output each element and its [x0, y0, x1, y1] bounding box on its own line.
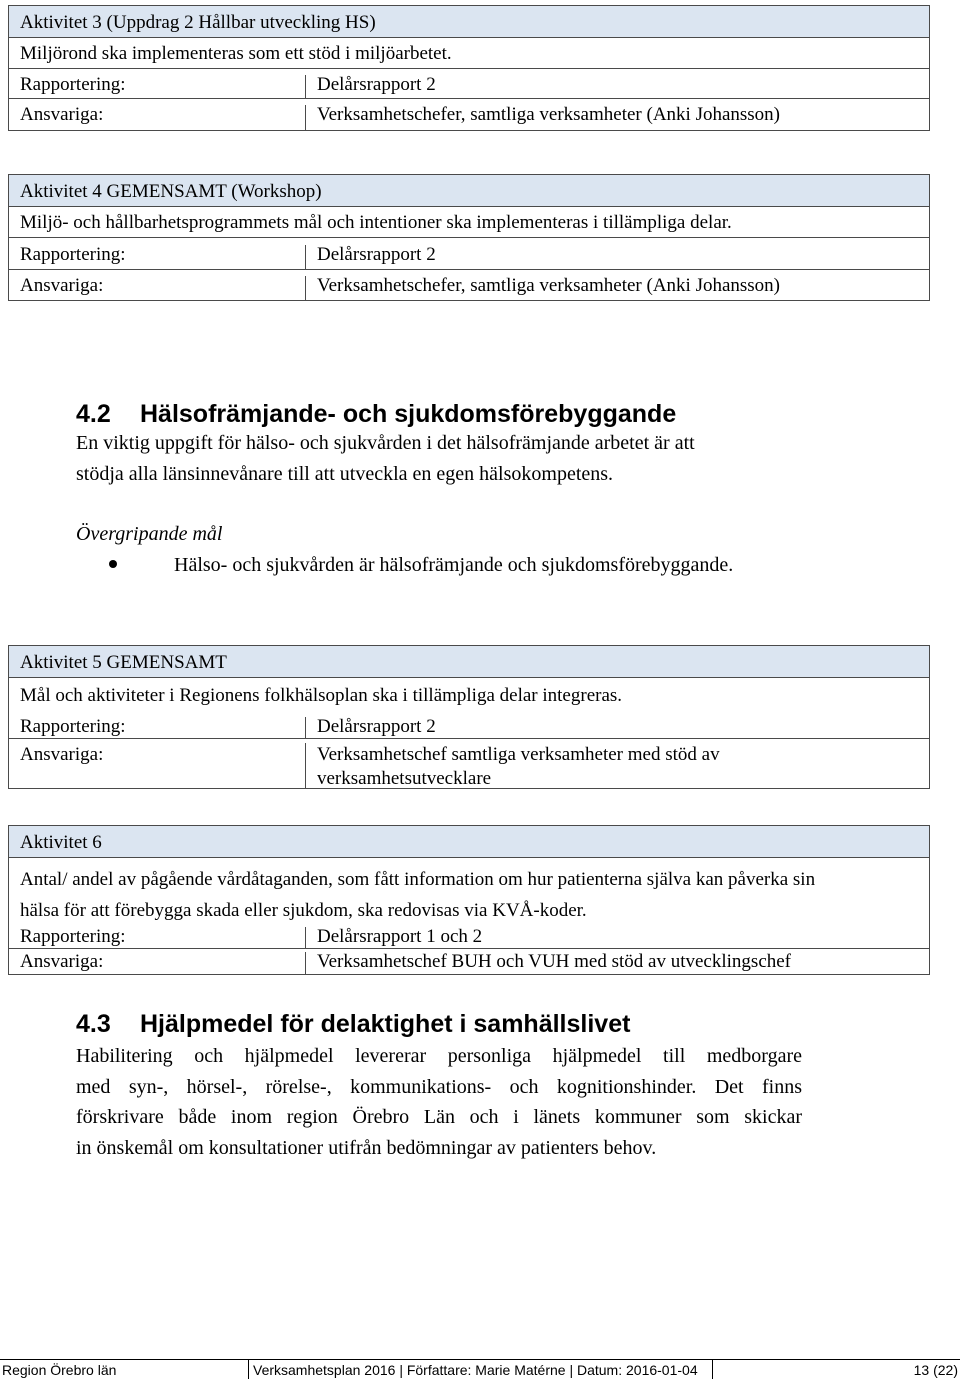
activity-description: Miljörond ska implementeras som ett stöd i miljöarbetet.: [9, 38, 929, 69]
paragraph-line: in önskemål om konsultationer utifrån bedömningar av patienters behov.: [76, 1136, 657, 1159]
rapportering-row: [9, 69, 929, 99]
paragraph-line: En viktig uppgift för hälso- och sjukvården i det hälsofrämjande arbetet är att: [76, 432, 695, 454]
description-line: Antal/ andel av pågående vårdåtaganden, som fått information om hur patienterna själva kan påverka sin: [20, 869, 816, 890]
activity-description: [9, 858, 929, 924]
section-heading-4-3: [76, 1010, 630, 1039]
activity-description: Miljö- och hållbarhetsprogrammets mål och intentioner ska implementeras i tillämpliga delar.: [9, 207, 929, 238]
rapportering-label: Rapportering:: [9, 245, 306, 269]
activity-description: Mål och aktiviteter i Regionens folkhälsoplan ska i tillämpliga delar integreras.: [20, 685, 623, 706]
ansvariga-value: Verksamhetschef BUH och VUH med stöd av utvecklingschef: [317, 951, 792, 972]
activity-table-6: [8, 825, 930, 975]
rapportering-label: Rapportering:: [9, 927, 306, 948]
ansvariga-row: [9, 739, 929, 789]
ansvariga-value: [306, 743, 929, 788]
ansvariga-label: Ansvariga:: [9, 105, 306, 130]
ansvariga-value-line: verksamhetsutvecklare: [317, 768, 492, 789]
paragraph-line: stödja alla länsinnevånare till att utveckla en egen hälsokompetens.: [76, 462, 614, 485]
activity-table-3: [8, 5, 930, 131]
ansvariga-row: [9, 270, 929, 301]
rapportering-value: Delårsrapport 2: [317, 74, 436, 95]
activity-title: Aktivitet 6: [9, 826, 929, 858]
paragraph-line: med syn-, hörsel-, rörelse-, kommunikations- och kognitionshinder. Det finns: [76, 1075, 802, 1098]
ansvariga-label: Ansvariga:: [9, 952, 306, 974]
rapportering-row: [9, 238, 929, 270]
footer-organization: Region Örebro län: [2, 1362, 117, 1378]
activity-table-4: [8, 174, 930, 301]
ansvariga-label: Ansvariga:: [9, 743, 306, 788]
bullet-text: Hälso- och sjukvården är hälsofrämjande och sjukdomsförebyggande.: [174, 554, 734, 576]
rapportering-row: [9, 712, 929, 739]
activity-title: Aktivitet 4 GEMENSAMT (Workshop): [9, 175, 929, 207]
section-number: 4.2: [76, 400, 111, 428]
paragraph-line: förskrivare både inom region Örebro Län och i länets kommuner som skickar: [76, 1106, 802, 1128]
goal-bullet: [74, 554, 733, 577]
rapportering-label: Rapportering:: [9, 75, 306, 98]
footer-document-info: Verksamhetsplan 2016 | Författare: Marie Matérne | Datum: 2016-01-04: [253, 1362, 698, 1378]
page-footer: [0, 1359, 960, 1379]
description-line: hälsa för att förebygga skada eller sjukdom, ska redovisas via KVÅ-koder.: [20, 900, 587, 921]
rapportering-value: Delårsrapport 2: [317, 244, 436, 265]
activity-table-5: [8, 645, 930, 789]
ansvariga-value-line: Verksamhetschef samtliga verksamheter med stöd av: [317, 744, 720, 765]
goal-subheading: Övergripande mål: [76, 523, 223, 545]
rapportering-row: [9, 924, 929, 949]
ansvariga-row: [9, 99, 929, 131]
bullet-icon: [109, 560, 117, 568]
ansvariga-value: Verksamhetschefer, samtliga verksamheter (Anki Johansson): [317, 104, 781, 125]
activity-title: Aktivitet 5 GEMENSAMT: [9, 646, 929, 678]
footer-divider: [248, 1360, 249, 1379]
footer-page-number: 13 (22): [913, 1362, 958, 1378]
footer-divider: [712, 1360, 713, 1379]
activity-title: Aktivitet 3 (Uppdrag 2 Hållbar utveckling HS): [9, 6, 929, 38]
section-4-2-intro: [76, 428, 802, 489]
paragraph-line: Habilitering och hjälpmedel levererar personliga hjälpmedel till medborgare: [76, 1045, 802, 1067]
rapportering-value: Delårsrapport 1 och 2: [317, 926, 483, 947]
section-number: 4.3: [76, 1010, 111, 1038]
section-title: Hjälpmedel för delaktighet i samhällslivet: [140, 1010, 631, 1038]
section-title: Hälsofrämjande- och sjukdomsförebyggande: [140, 400, 677, 428]
ansvariga-row: [9, 949, 929, 975]
ansvariga-label: Ansvariga:: [9, 276, 306, 300]
rapportering-value: Delårsrapport 2: [317, 716, 436, 737]
ansvariga-value: Verksamhetschefer, samtliga verksamheter (Anki Johansson): [317, 275, 781, 296]
rapportering-label: Rapportering:: [9, 717, 306, 738]
section-heading-4-2: [76, 400, 676, 429]
section-4-3-paragraph: [76, 1041, 802, 1163]
